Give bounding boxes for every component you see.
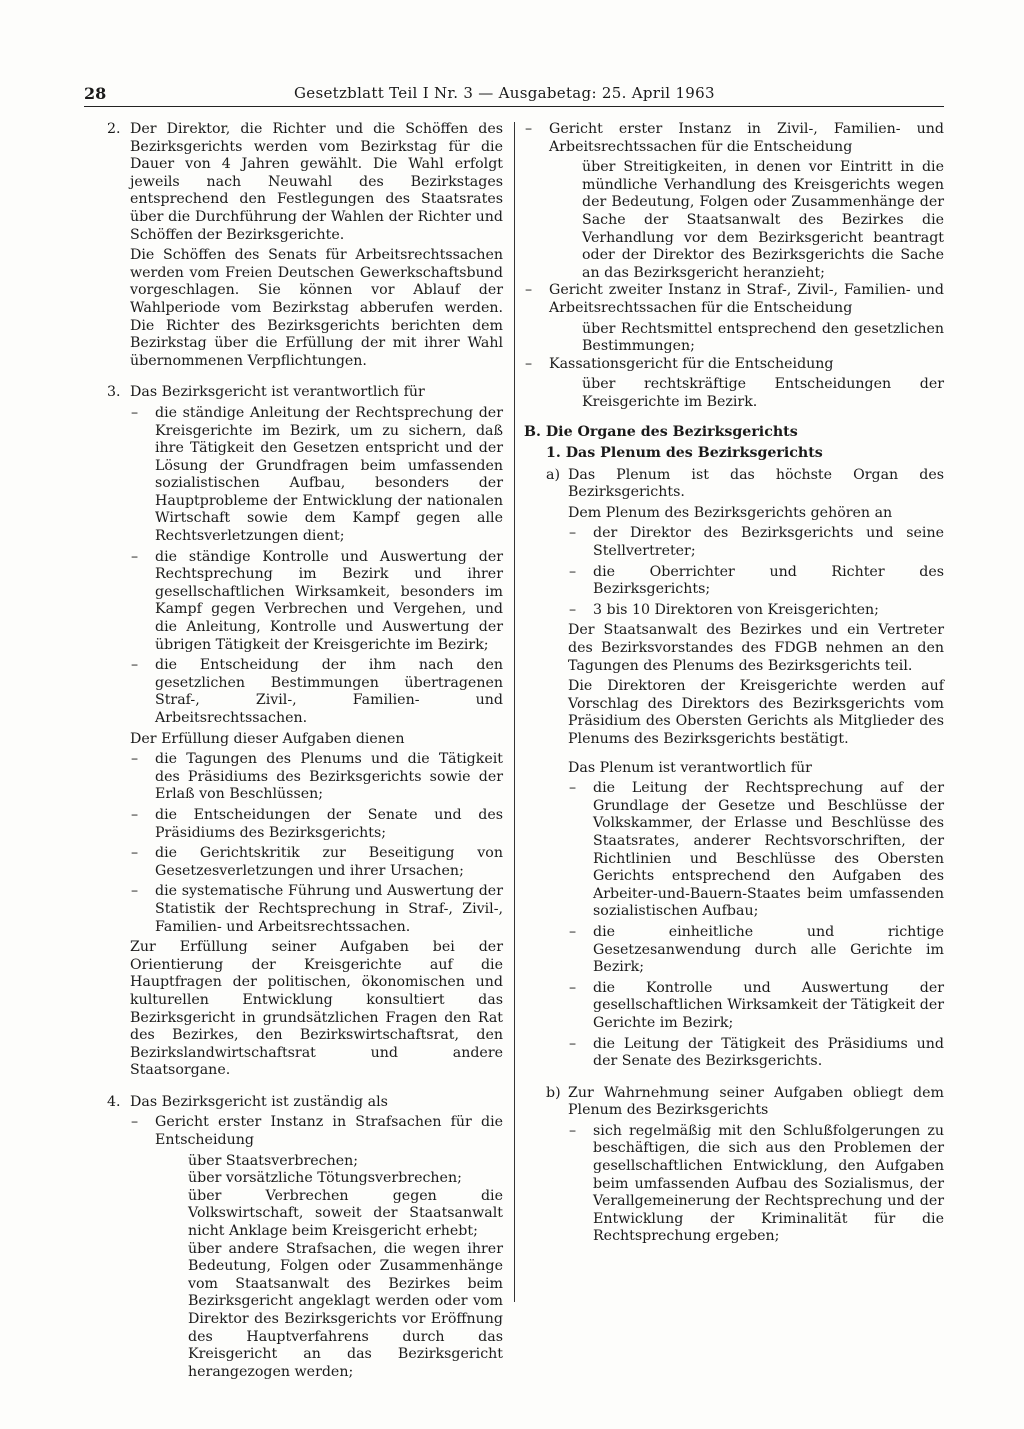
subitem-b: [546, 1085, 944, 1246]
list-item: – die Entscheidungen der Senate und des Präsidiums des Bezirksgerichts;: [130, 807, 503, 842]
list-item: – die Entscheidung der ihm nach den gesetzlichen Bestimmungen übertragenen Straf-, Zivil-, Familien- und Arbeitsrechtssachen.: [130, 657, 503, 727]
item-2: [107, 121, 503, 370]
paragraph: Das Bezirksgericht ist verantwortlich für: [130, 384, 425, 401]
section-heading: B. Die Organe des Bezirksgerichts: [524, 423, 798, 440]
list-line: über Streitigkeiten, in denen vor Eintritt in die mündliche Verhandlung des Kreisgerichts wegen der Bedeutung, Folgen oder Zusammenhänge der Sache der Staatsanwalt des Bezirkes die Verhandlung vor dem Bezirksgericht beantragt oder der Direktor des Bezirksgerichts die Sache an das Bezirksgericht heranzieht;: [582, 159, 944, 281]
left-column: [107, 121, 503, 1387]
paragraph: Der Direktor, die Richter und die Schöffen des Bezirksgerichts werden vom Bezirkstag für die Dauer von 4 Jahren gewählt. Die Wahl erfolgt jeweils nach Neuwahl des Bezirkstages entsprechend den Festlegungen des Staatsrates über die Durchführung der Wahlen der Richter und Schöffen der Bezirksgerichte.: [130, 121, 503, 243]
paragraph: Der Staatsanwalt des Bezirkes und ein Vertreter des Bezirksvorstandes des FDGB nehmen an den Tagungen des Plenums des Bezirksgerichts teil.: [568, 622, 944, 674]
list-item: – die ständige Kontrolle und Auswertung der Rechtsprechung im Bezirk und ihrer gesellschaftlichen Wirksamkeit, besonders im Kampf gegen Verbrechen und Vergehen, und die Anleitung, Kontrolle und Auswertung der übrigen Tätigkeit der Kreisgerichte im Bezirk;: [130, 549, 503, 655]
paragraph: Das Bezirksgericht ist zuständig als: [130, 1093, 388, 1110]
paragraph: Das Plenum ist das höchste Organ des Bezirksgerichts.: [568, 466, 944, 501]
paragraph: Der Erfüllung dieser Aufgaben dienen: [130, 730, 405, 747]
list-item: – die Gerichtskritik zur Beseitigung von Gesetzesverletzungen und ihrer Ursachen;: [130, 845, 503, 880]
item-number: 2.: [107, 121, 121, 137]
list-item: – die Leitung der Rechtsprechung auf der Grundlage der Gesetze und Beschlüsse der Volkskammer, der Erlasse und Beschlüsse des Staatsrates, anderer Rechtsvorschriften, der Richtlinien und Beschlüsse des Obersten Gerichts entsprechend den Aufgaben des Arbeiter-und-Bauern-Staates beim umfassenden sozialistischen Aufbau;: [568, 780, 944, 921]
list-item: – Gericht zweiter Instanz in Straf-, Zivil-, Familien- und Arbeitsrechtssachen für die Entscheidung: [524, 282, 944, 317]
paragraph: Die Direktoren der Kreisgerichte werden auf Vorschlag des Direktors des Bezirksgerichts vom Präsidium des Obersten Gerichts als Mitglieder des Plenums des Bezirksgerichts bestätigt.: [568, 678, 944, 747]
list-item: – Kassationsgericht für die Entscheidung: [524, 356, 944, 374]
list-item: – die Tagungen des Plenums und die Tätigkeit des Präsidiums des Bezirksgerichts sowie der Erlaß von Beschlüssen;: [130, 751, 503, 804]
list-item: – die einheitliche und richtige Gesetzesanwendung durch alle Gerichte im Bezirk;: [568, 924, 944, 977]
item-3: [107, 384, 503, 1080]
subitem-a: [546, 467, 944, 1071]
list-line: über rechtskräftige Entscheidungen der Kreisgerichte im Bezirk.: [582, 376, 944, 410]
page-header: [84, 84, 944, 107]
list-item: – Gericht erster Instanz in Strafsachen für die Entscheidung: [130, 1114, 503, 1149]
list-line: über vorsätzliche Tötungsverbrechen;: [188, 1170, 462, 1187]
list-item: – 3 bis 10 Direktoren von Kreisgerichten;: [568, 602, 944, 620]
list-item: – die Leitung der Tätigkeit des Präsidiums und der Senate des Bezirksgerichts.: [568, 1036, 944, 1071]
subitem-label: a): [546, 466, 560, 483]
page-number: 28: [84, 84, 107, 103]
paragraph: Dem Plenum des Bezirksgerichts gehören an: [568, 504, 893, 521]
paragraph: Das Plenum ist verantwortlich für: [568, 759, 812, 776]
item-4: [107, 1094, 503, 1382]
paragraph: Zur Wahrnehmung seiner Aufgaben obliegt dem Plenum des Bezirksgerichts: [568, 1084, 944, 1119]
subsection-heading: 1. Das Plenum des Bezirksgerichts: [546, 445, 823, 462]
section-plenum: [524, 445, 944, 1246]
list-line: über Rechtsmittel entsprechend den gesetzlichen Bestimmungen;: [582, 320, 944, 355]
right-column: [524, 121, 944, 1252]
paragraph: Zur Erfüllung seiner Aufgaben bei der Orientierung der Kreisgerichte auf die Hauptfragen der politischen, ökonomischen und kulturellen Entwicklung konsultiert das Bezirksgericht in grundsätzlichen Fragen den Rat des Bezirkes, den Bezirkswirtschaftsrat, den Bezirkslandwirtschaftsrat und andere Staatsorgane.: [130, 939, 503, 1079]
list-item: – sich regelmäßig mit den Schlußfolgerungen zu beschäftigen, die sich aus den Problemen der gesellschaftlichen Entwicklung, den Aufgaben beim umfassenden Aufbau des Sozialismus, der Verallgemeinerung der Rechtsprechung und der Entwicklung der Kriminalität für die Rechtsprechung ergeben;: [568, 1123, 944, 1246]
list-line: über Staatsverbrechen;: [188, 1152, 359, 1169]
subitem-label: b): [546, 1084, 561, 1101]
list-line: über andere Strafsachen, die wegen ihrer Bedeutung, Folgen oder Zusammenhänge vom Staatsanwalt des Bezirkes beim Bezirksgericht angeklagt werden oder vom Direktor des Bezirksgerichts vor Eröffnung des Hauptverfahrens durch das Kreisgericht an das Bezirksgericht herangezogen werden;: [188, 1240, 503, 1380]
gazette-title: Gesetzblatt Teil I Nr. 3 — Ausgabetag: 25. April 1963: [294, 84, 715, 102]
item-number: 3.: [107, 384, 121, 401]
list-item: – die systematische Führung und Auswertung der Statistik der Rechtsprechung in Straf-, Zivil-, Familien- und Arbeitsrechtssachen.: [130, 883, 503, 936]
paragraph: Die Schöffen des Senats für Arbeitsrechtssachen werden vom Freien Deutschen Gewerkschaftsbund vorgeschlagen. Sie können vor Ablauf der Wahlperiode vom Bezirkstag abberufen werden. Die Richter des Bezirksgerichts berichten dem Bezirkstag über die Erfüllung der mit ihrer Wahl übernommenen Verpflichtungen.: [130, 247, 503, 369]
list-item: – die ständige Anleitung der Rechtsprechung der Kreisgerichte im Bezirk, um zu sichern, daß ihre Tätigkeit den Gesetzen entspricht und der Lösung der Grundfragen beim umfassenden sozialistischen Aufbau, besonders der Hauptprobleme der Entwicklung der nationalen Wirtschaft sowie dem Kampf gegen alle Rechtsverletzungen dient;: [130, 405, 503, 546]
list-item: – der Direktor des Bezirksgerichts und seine Stellvertreter;: [568, 525, 944, 560]
column-divider: [514, 122, 515, 1302]
list-item: – die Oberrichter und Richter des Bezirksgerichts;: [568, 564, 944, 599]
item-number: 4.: [107, 1093, 121, 1110]
list-item: – Gericht erster Instanz in Zivil-, Familien- und Arbeitsrechtssachen für die Entscheidung: [524, 121, 944, 156]
list-line: über Verbrechen gegen die Volkswirtschaft, soweit der Staatsanwalt nicht Anklage beim Kreisgericht erhebt;: [188, 1187, 503, 1240]
list-item: – die Kontrolle und Auswertung der gesellschaftlichen Wirksamkeit der Tätigkeit der Gerichte im Bezirk;: [568, 980, 944, 1033]
